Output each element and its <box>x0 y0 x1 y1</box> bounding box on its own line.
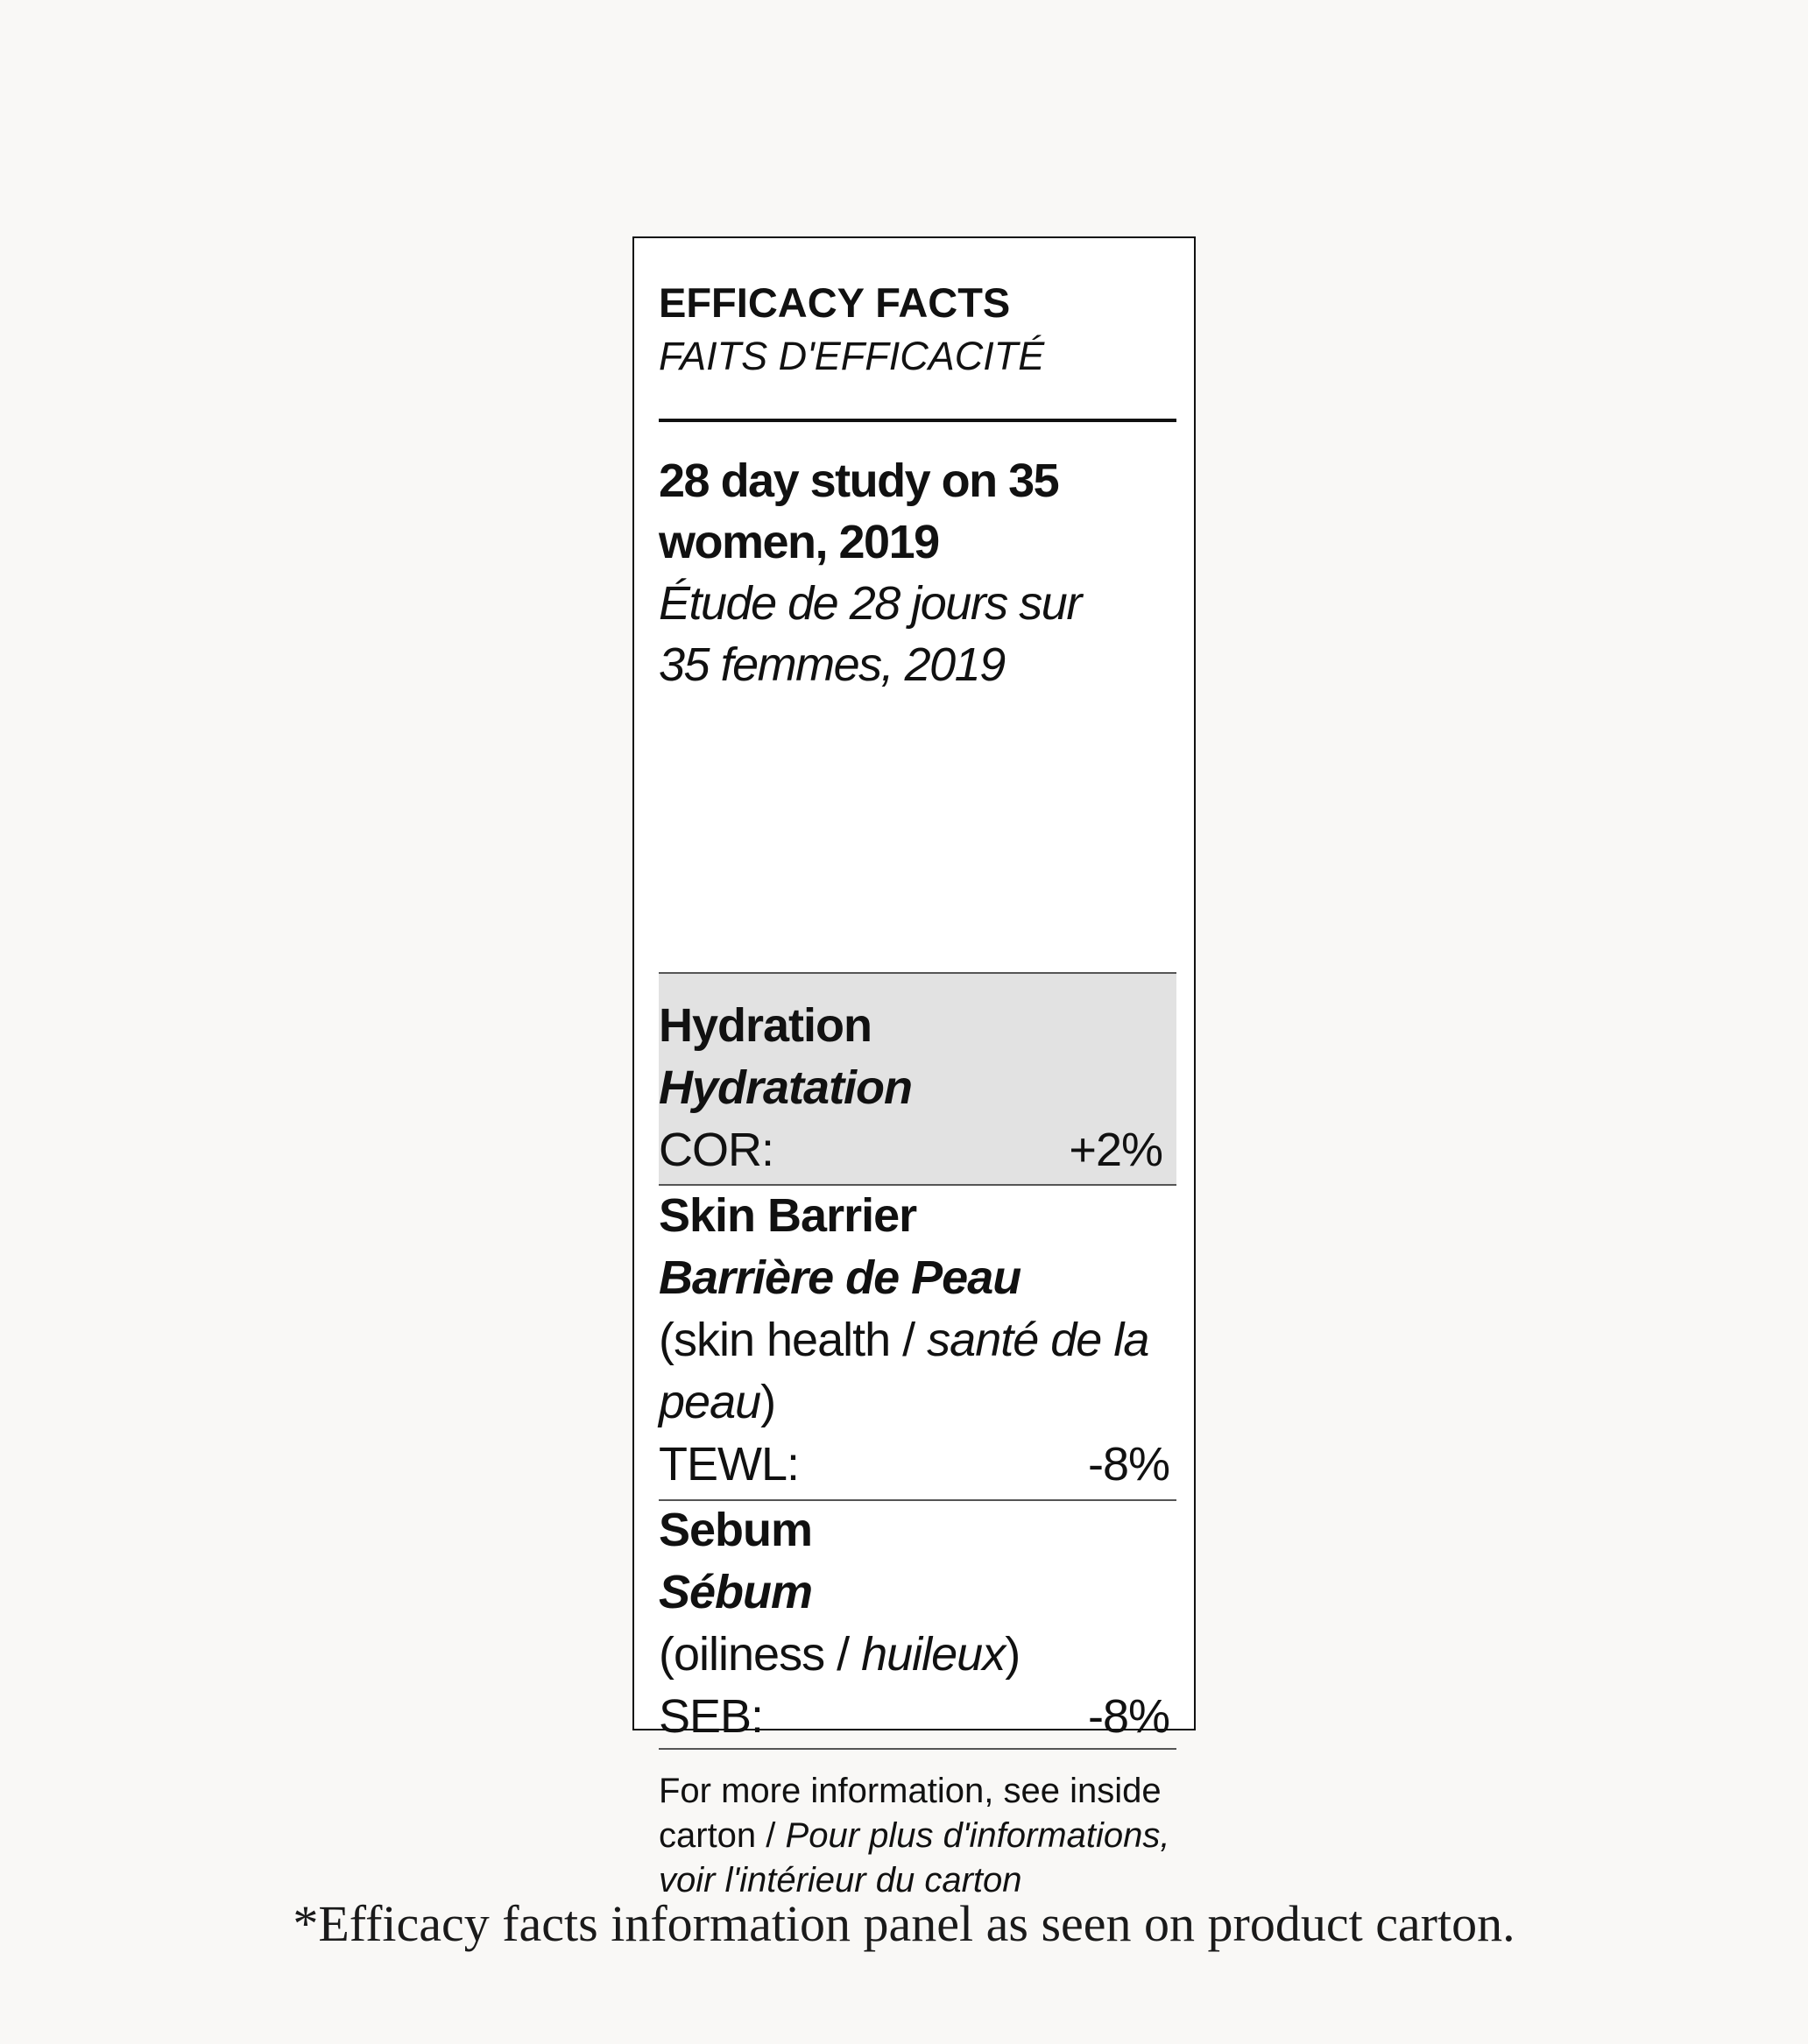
sebum-name-fr: Sébum <box>659 1566 813 1618</box>
panel-footnote <box>659 1769 1176 1903</box>
sebum-note <box>659 1624 1176 1686</box>
study-fr-line-1: Étude de 28 jours sur <box>659 577 1081 630</box>
hydration-row <box>659 974 1176 1184</box>
skin-barrier-metric-value: -8% <box>1087 1438 1169 1491</box>
hydration-name-fr: Hydratation <box>659 1061 913 1114</box>
sebum-row <box>659 1499 1176 1748</box>
sebum-note-open: (oiliness / <box>659 1628 862 1681</box>
sebum-metric-value: -8% <box>1087 1690 1169 1743</box>
study-description <box>659 450 1176 695</box>
sebum-divider <box>659 1748 1176 1750</box>
panel-title-en: EFFICACY FACTS <box>659 279 1011 326</box>
skin-barrier-note <box>659 1309 1176 1434</box>
skin-barrier-name-en: Skin Barrier <box>659 1189 917 1242</box>
skin-barrier-name-fr: Barrière de Peau <box>659 1251 1021 1304</box>
skin-barrier-metric-label: TEWL: <box>659 1438 800 1491</box>
skin-barrier-note-close: ) <box>760 1376 776 1428</box>
study-en-line-1: 28 day study on 35 <box>659 455 1059 507</box>
hydration-name-en: Hydration <box>659 999 872 1052</box>
panel-footnote-en: For more information, see inside carton / <box>659 1772 1162 1855</box>
sebum-metric-label: SEB: <box>659 1690 764 1743</box>
skin-barrier-note-open: (skin health / <box>659 1314 928 1366</box>
panel-footnote-fr: Pour plus d'informations, voir l'intérieur du carton <box>659 1816 1170 1900</box>
sebum-note-fr: huileux <box>861 1628 1006 1681</box>
page-caption: *Efficacy facts information panel as seen on product carton. <box>293 1895 1515 1952</box>
panel-content <box>659 238 1176 1900</box>
sebum-note-close: ) <box>1005 1628 1021 1681</box>
skin-barrier-note-fr: santé de la peau <box>659 1314 1149 1428</box>
hydration-metric-label: COR: <box>659 1124 773 1176</box>
study-fr-line-2: 35 femmes, 2019 <box>659 638 1005 691</box>
study-en-line-2: women, 2019 <box>659 516 939 568</box>
sebum-metric <box>659 1686 1176 1748</box>
efficacy-facts-panel <box>632 236 1196 1900</box>
panel-title-fr: FAITS D'EFFICACITÉ <box>659 334 1045 378</box>
sebum-name-en: Sebum <box>659 1504 813 1556</box>
skin-barrier-metric <box>659 1434 1176 1496</box>
skin-barrier-row <box>659 1185 1176 1496</box>
title-divider <box>659 419 1176 422</box>
hydration-metric <box>659 1119 1176 1181</box>
hydration-metric-value: +2% <box>1069 1124 1162 1176</box>
